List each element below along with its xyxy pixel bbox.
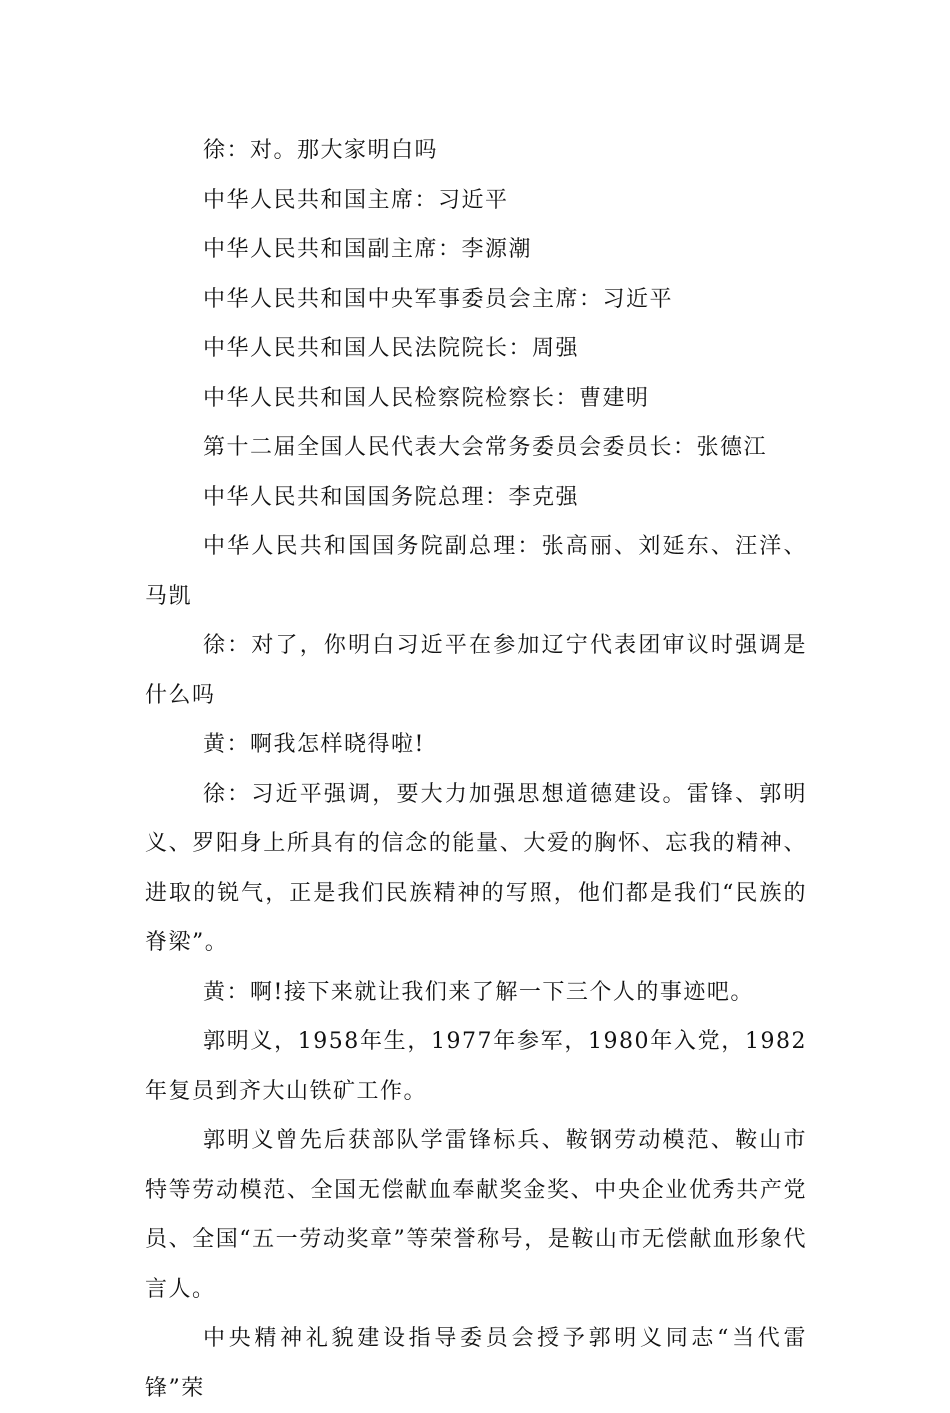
paragraph: 中华人民共和国国务院副总理：张高丽、刘延东、汪洋、马凯 bbox=[145, 534, 807, 609]
paragraph: 中华人民共和国中央军事委员会主席：习近平 bbox=[203, 286, 674, 312]
paragraph: 中央精神礼貌建设指导委员会授予郭明义同志“当代雷锋”荣 bbox=[145, 1326, 807, 1401]
paragraph: 黄：啊!接下来就让我们来了解一下三个人的事迹吧。 bbox=[203, 979, 754, 1005]
paragraph: 中华人民共和国国务院总理：李克强 bbox=[203, 484, 580, 510]
paragraph: 第十二届全国人民代表大会常务委员会委员长：张德江 bbox=[203, 435, 768, 460]
paragraph: 郭明义曾先后获部队学雷锋标兵、鞍钢劳动模范、鞍山市特等劳动模范、全国无偿献血奉献奖金奖、中央企业优秀共产党员、全国“五一劳动奖章”等荣誉称号，是鞍山市无偿献血形象代言人。 bbox=[145, 1128, 807, 1302]
paragraph: 徐：对。那大家明白吗 bbox=[203, 138, 439, 163]
paragraph: 郭明义，1958年生，1977年参军，1980年入党，1982年复员到齐大山铁矿工作。 bbox=[145, 1029, 807, 1104]
paragraph: 中华人民共和国人民法院院长：周强 bbox=[203, 336, 580, 361]
paragraph: 徐：习近平强调，要大力加强思想道德建设。雷锋、郭明义、罗阳身上所具有的信念的能量、大爱的胸怀、忘我的精神、进取的锐气，正是我们民族精神的写照，他们都是我们“民族的脊梁”。 bbox=[145, 781, 807, 955]
paragraph: 黄：啊我怎样晓得啦! bbox=[203, 732, 425, 757]
paragraph: 中华人民共和国主席：习近平 bbox=[203, 187, 509, 213]
paragraph: 中华人民共和国人民检察院检察长：曹建明 bbox=[203, 385, 650, 411]
paragraph: 中华人民共和国副主席：李源潮 bbox=[203, 237, 533, 262]
paragraph: 徐：对了，你明白习近平在参加辽宁代表团审议时强调是什么吗 bbox=[145, 633, 807, 708]
document-body bbox=[145, 126, 807, 1413]
